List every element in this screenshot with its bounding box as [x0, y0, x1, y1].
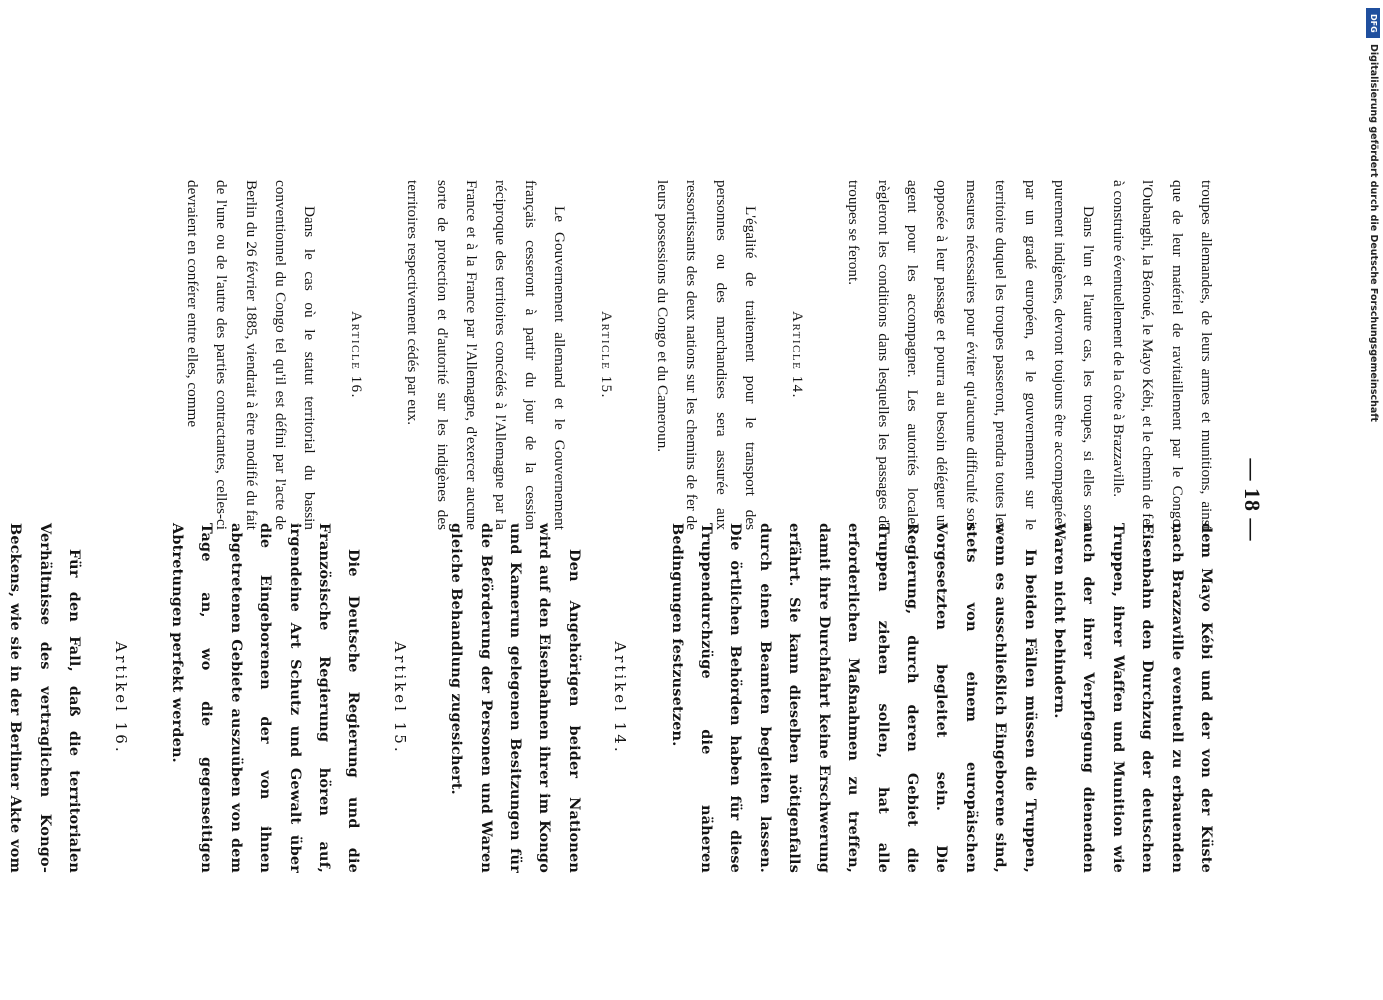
digitization-credit: Digitalisierung gefördert durch die Deutsche Forschungsgemeinschaft — [1368, 44, 1379, 422]
dfg-logo-icon: DFG — [1366, 8, 1380, 38]
german-intro-paragraph: dem Mayo Kébi und der von der Küste nach Brazzaville eventuell zu erbauenden Eisenbahn den Durchzug der deutschen Truppen, ihrer Waffen und Munition wie auch der ihrer Verpflegung dienenden Waren nicht behindern. — [1050, 523, 1215, 873]
page-number: — 18 — — [1240, 458, 1265, 542]
french-column — [177, 180, 1221, 530]
german-article-16-heading: Artikel 16. — [111, 641, 130, 755]
german-article-15-heading: Artikel 15. — [390, 641, 409, 755]
german-article-16-text: Für den Fall, daß die territorialen Verhältnisse des vertraglichen Kongo-Beckens, wie sie in der Berliner Akte vom — [7, 523, 84, 873]
german-paragraph: In beiden Fällen müssen die Truppen, wenn es ausschließlich Eingeborene sind, stets von einem europäischen Vorgesetzten begleitet sein. Die Regierung, durch deren Gebiet die Truppen ziehen sollen, hat alle erforderlichen Maßnahmen zu treffen, damit ihre Durchfahrt keine Erschwerung erfährt. Sie kann dieselben nötigenfalls durch einen Beamten begleiten lassen. Die örtlichen Behörden haben für diese Truppendurchzüge die näheren Bedingungen festzusetzen. — [668, 523, 1039, 873]
german-article-14-heading: Artikel 14. — [611, 641, 630, 755]
german-article-15-text: Die Deutsche Regierung und die Französische Regierung hören auf, irgendeine Art Schutz und Gewalt über die Eingeborenen der von ihnen abgetretenen Gebiete auszuüben von dem Tage an, wo die gegenseitigen Abtretungen perfekt werden. — [169, 523, 363, 873]
french-article-15-heading: Article 15. — [597, 311, 614, 399]
french-intro-paragraph: troupes allemandes, de leurs armes et munitions, ainsi que de leur matériel de ravitaillement par le Congo, l'Oubanghi, la Bénoué, le Mayo Kébi, et le chemin de fer à construire éventuellement de la côte à Brazzaville. — [1109, 180, 1215, 530]
german-article-14-text: Den Angehörigen beider Nationen wird auf den Eisenbahnen ihrer im Kongo und Kamerun gelegenen Besitzungen für die Beförderung der Personen und Waren gleiche Behandlung zugesichert. — [448, 523, 583, 873]
french-article-16-heading: Article 16. — [347, 311, 364, 399]
french-article-16-text: Dans le cas où le statut territorial du bassin conventionnel du Congo tel qu'il est défini par l'acte de Berlin du 26 février 1885, viendrait à être modifié du fait de l'une ou de l'autre des parties contractantes, celles-ci devraient en conférer entre elles, comme — [183, 180, 319, 530]
digitization-credit-sidebar — [1364, 0, 1382, 1000]
french-article-14-text: L'égalité de traitement pour le transport des personnes ou des marchandises sera assurée aux ressortissants des deux nations sur les chemins de fer de leurs possessions du Congo et du Cameroun. — [654, 180, 760, 530]
french-article-15-text: Le Gouvernement allemand et le Gouvernement français cesseront à partir du jour de la cession réciproque des territoires concédés à l'Allemagne par la France et à la France par l'Allemagne, d'exercer aucune sorte de protection et d'autorité sur les indigènes des territoires respectivement cédés par eux. — [404, 180, 569, 530]
german-column — [0, 523, 1221, 873]
french-article-14-heading: Article 14. — [788, 311, 805, 399]
french-paragraph: Dans l'un et l'autre cas, les troupes, si elles sont purement indigènes, devront toujours être accompagnées par un gradé européen, et le gouvernement sur le territoire duquel les troupes passeront, prendra toutes les mesures nécessaires pour éviter qu'aucune difficulté soit opposée à leur passage et pourra au besoin déléguer un agent pour les accompagner. Les autorités locales règleront les conditions dans lesquelles les passages de troupes se feront. — [845, 180, 1098, 530]
